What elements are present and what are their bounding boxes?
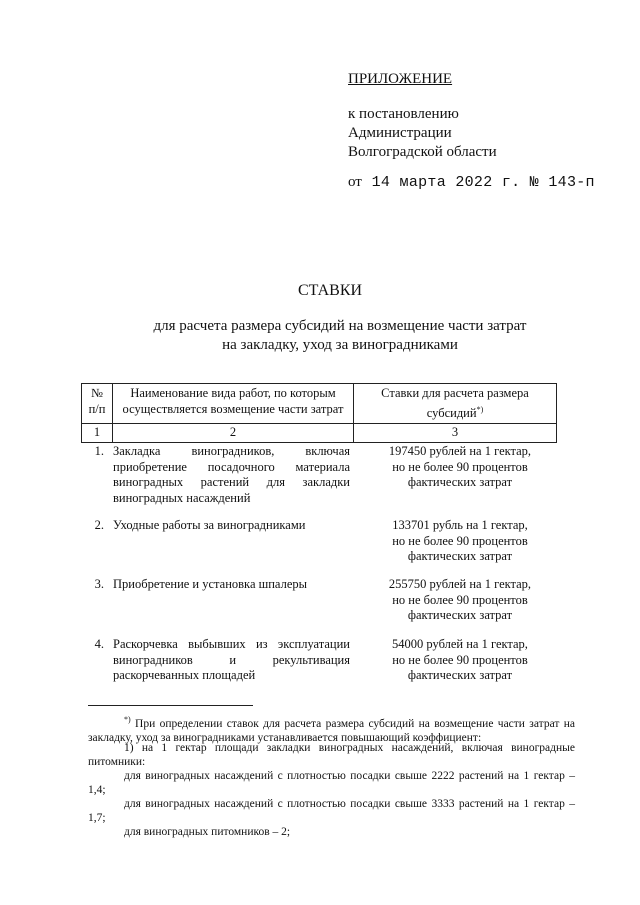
- col-number-header: № п/п: [82, 384, 113, 424]
- row-number: 1.: [94, 444, 104, 458]
- date-prefix: от: [348, 174, 362, 190]
- subtitle-line-1: для расчета размера субсидий на возмещение части затрат: [153, 318, 527, 334]
- subtitle-line-2: на закладку, уход за виноградниками: [222, 337, 458, 353]
- footnote-paragraph-5: для виноградных питомников – 2;: [124, 826, 291, 838]
- row-number: 4.: [94, 637, 104, 651]
- row-work: Закладка виноградников, включая приобретение посадочного материала виноградных растений для закладки виноградных насаждений: [113, 444, 350, 505]
- col-index-1: 1: [82, 424, 113, 443]
- rates-table-header: [81, 383, 557, 443]
- col-work-header: Наименование вида работ, по которым осуществляется возмещение части затрат: [113, 384, 354, 424]
- row-rate: 255750 рублей на 1 гектар, но не более 90 процентов фактических затрат: [388, 577, 532, 622]
- resolution-line-2: Администрации: [348, 125, 452, 141]
- row-work: Раскорчевка выбывших из эксплуатации виноградников и рекультивация раскорчеванных площадей: [113, 637, 350, 682]
- footnote-paragraph-3: для виноградных насаждений с плотностью посадки свыше 2222 растений на 1 гектар – 1,4;: [88, 770, 575, 796]
- row-rate: 133701 рубль на 1 гектар, но не более 90 процентов фактических затрат: [392, 518, 528, 563]
- page-title: СТАВКИ: [297, 282, 363, 299]
- col-index-3: 3: [354, 424, 557, 443]
- resolution-line-1: к постановлению: [348, 106, 459, 122]
- date-value: 14 марта 2022 г. № 143-п: [371, 174, 595, 191]
- col-rate-header: Ставки для расчета размера субсидий*): [354, 384, 557, 424]
- footnote-paragraph-2: 1) на 1 гектар площади закладки виноградных насаждений, включая виноградные питомники:: [88, 742, 575, 768]
- row-work: Уходные работы за виноградниками: [113, 518, 306, 532]
- resolution-date: [348, 174, 595, 191]
- footnote-paragraph-4: для виноградных насаждений с плотностью посадки свыше 3333 растений на 1 гектар – 1,7;: [88, 798, 575, 824]
- row-rate: 197450 рублей на 1 гектар, но не более 90 процентов фактических затрат: [388, 444, 532, 489]
- appendix-title: ПРИЛОЖЕНИЕ: [348, 71, 453, 87]
- footnote-divider: [88, 705, 253, 706]
- col-index-2: 2: [113, 424, 354, 443]
- resolution-line-3: Волгоградской области: [348, 144, 497, 160]
- row-work: Приобретение и установка шпалеры: [113, 577, 308, 591]
- row-number: 2.: [94, 518, 104, 532]
- footnote-paragraph-1: *) При определении ставок для расчета размера субсидий на возмещение части затрат на закладку, уход за виноградниками устанавливается повышающий коэффициент:: [88, 715, 576, 744]
- row-rate: 54000 рублей на 1 гектар, но не более 90 процентов фактических затрат: [392, 637, 528, 682]
- row-number: 3.: [94, 577, 104, 591]
